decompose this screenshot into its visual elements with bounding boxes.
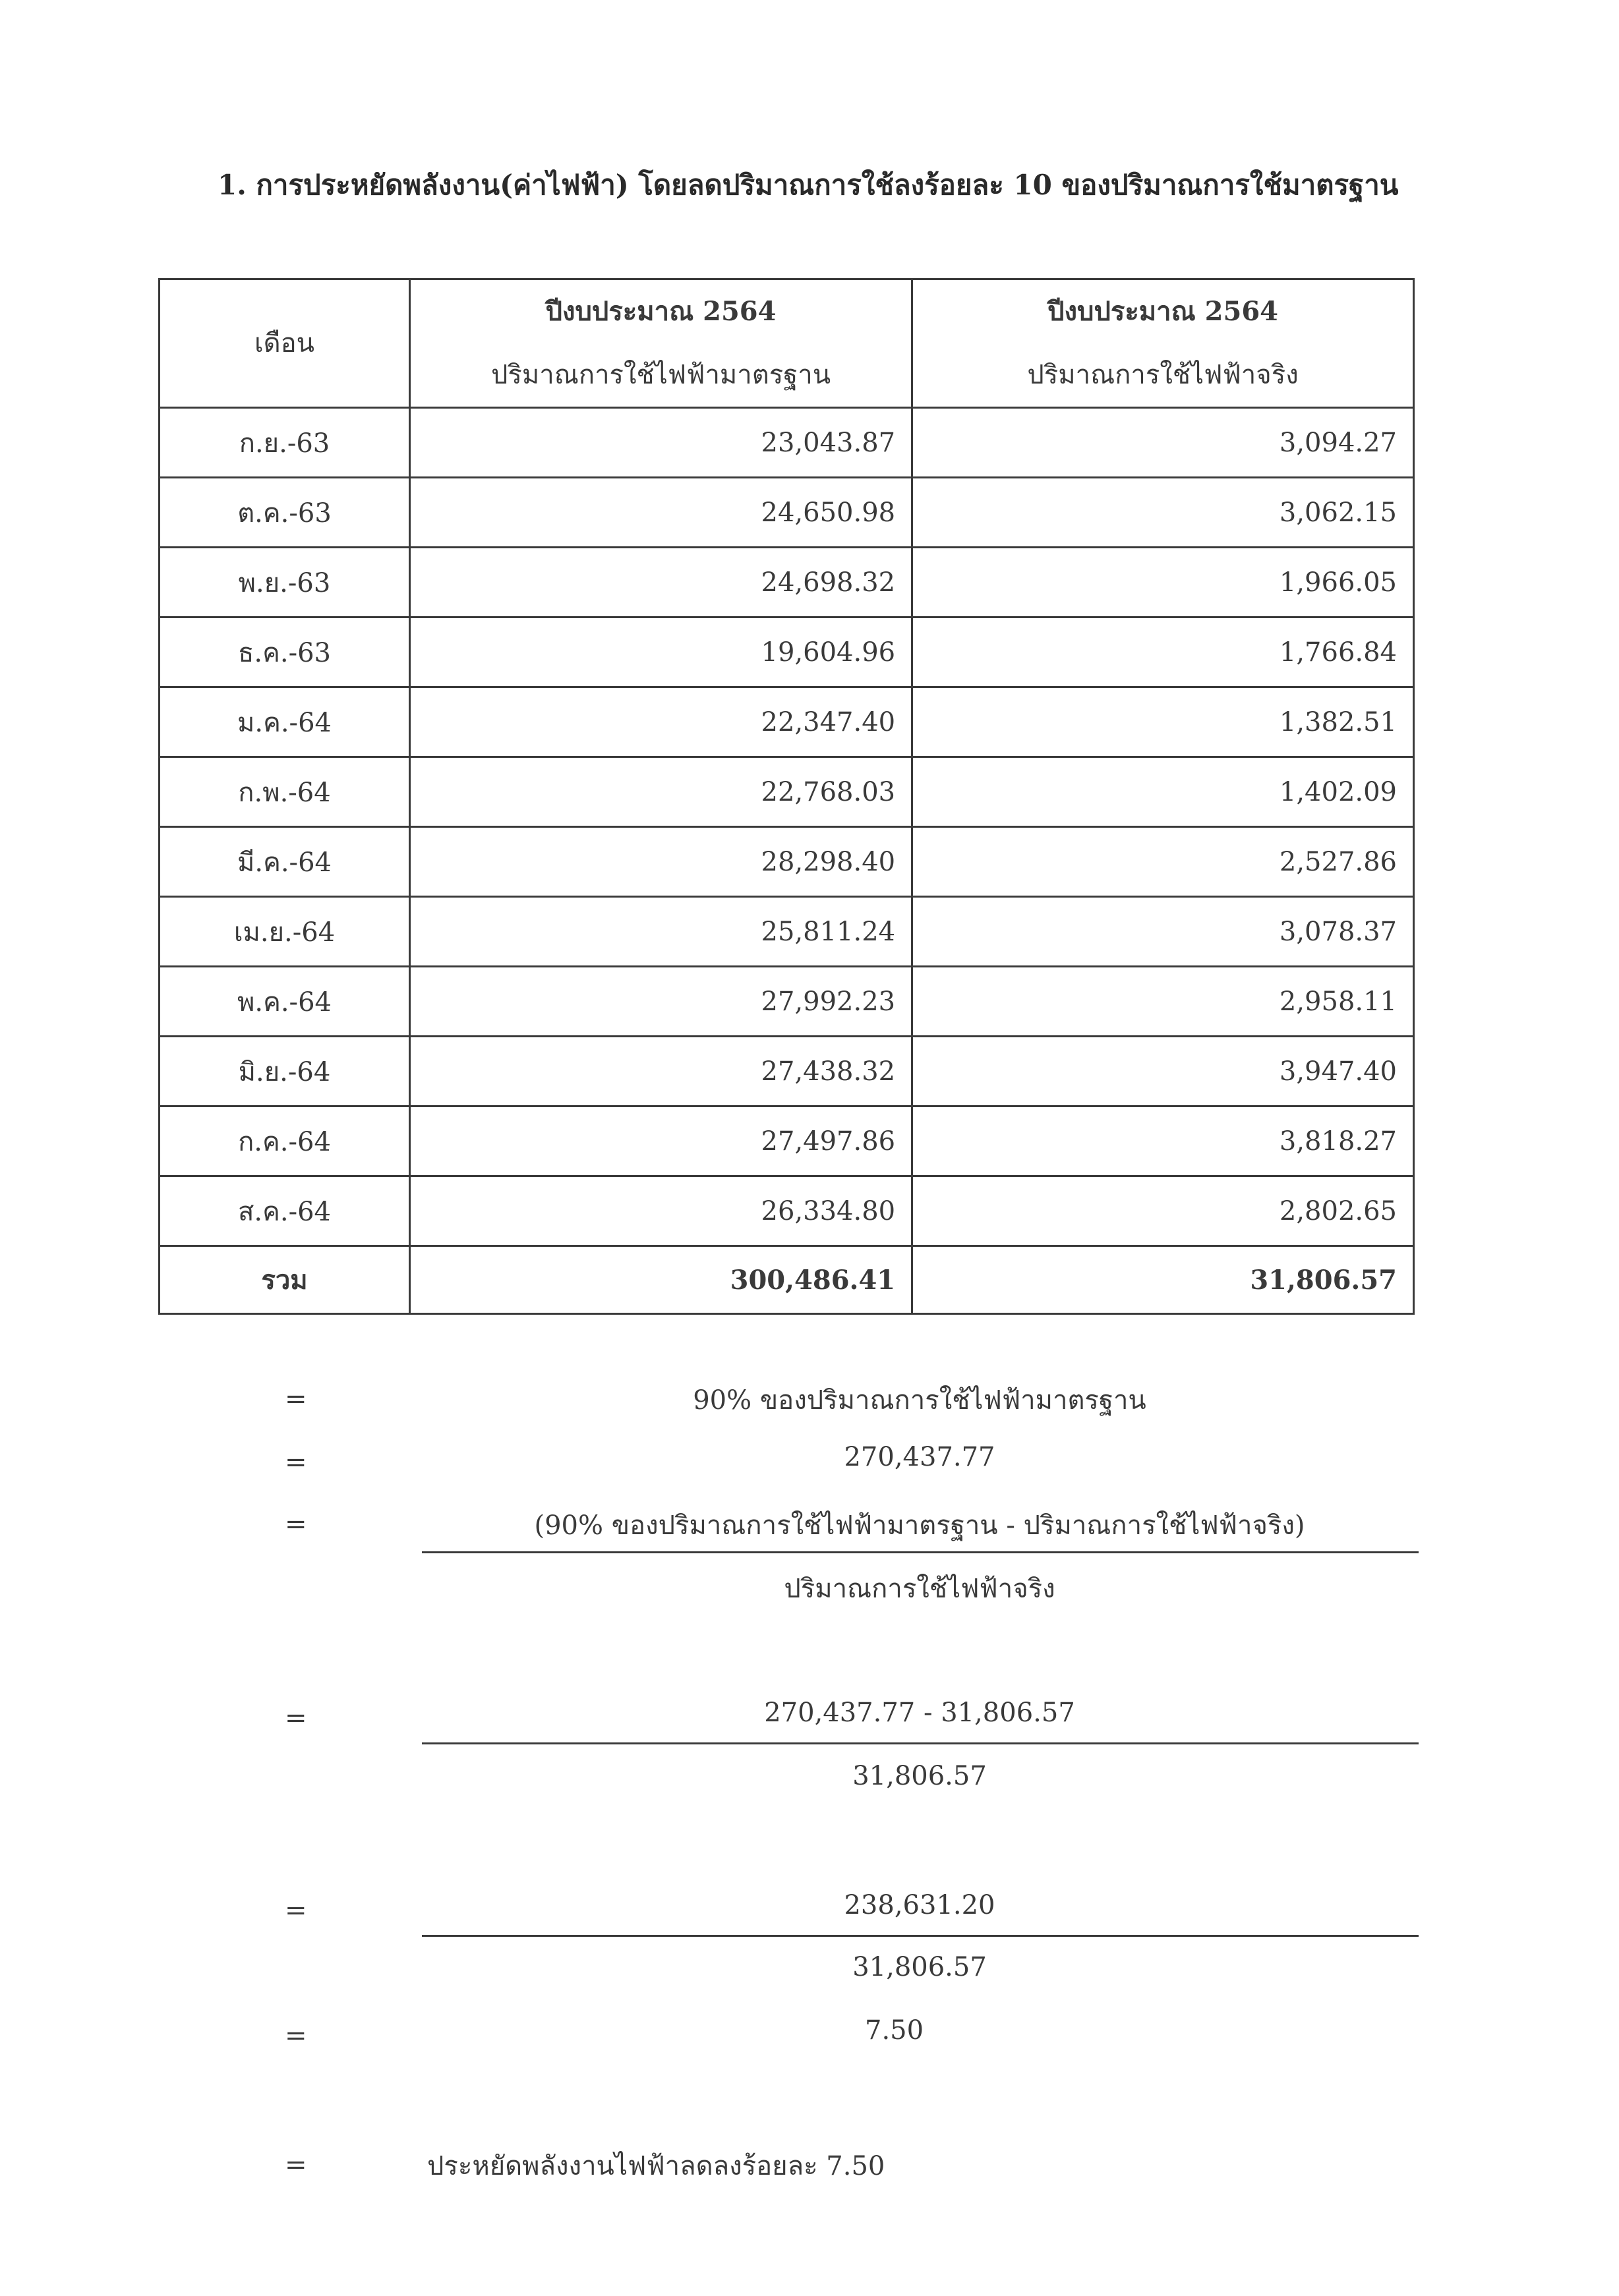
- cell-standard: 24,650.98: [409, 478, 912, 548]
- cell-actual: 3,947.40: [912, 1037, 1414, 1106]
- cell-actual: 1,402.09: [912, 757, 1414, 827]
- equals-sign: =: [285, 1509, 307, 1539]
- table-row: [160, 897, 1414, 967]
- equals-sign: =: [285, 2021, 307, 2051]
- cell-standard: 27,992.23: [409, 967, 912, 1037]
- table-row: [160, 827, 1414, 897]
- cell-standard: 22,768.03: [409, 757, 912, 827]
- table-row: [160, 1106, 1414, 1176]
- fraction2-denominator: 31,806.57: [852, 1761, 987, 1791]
- table-row: [160, 408, 1414, 478]
- fraction3-denominator: 31,806.57: [852, 1952, 987, 1982]
- fraction2-numerator: 270,437.77 - 31,806.57: [764, 1698, 1075, 1728]
- cell-month: มี.ค.-64: [160, 827, 410, 897]
- cell-month: มิ.ย.-64: [160, 1037, 410, 1106]
- cell-standard: 22,347.40: [409, 687, 912, 757]
- cell-standard: 27,438.32: [409, 1037, 912, 1106]
- fraction1-denominator: ปริมาณการใช้ไฟฟ้าจริง: [784, 1574, 1055, 1604]
- cell-actual: 2,802.65: [912, 1176, 1414, 1246]
- table-header-row: [160, 279, 1414, 408]
- cell-actual: 3,818.27: [912, 1106, 1414, 1176]
- table-row: [160, 757, 1414, 827]
- cell-standard: 25,811.24: [409, 897, 912, 967]
- cell-actual: 3,078.37: [912, 897, 1414, 967]
- cell-actual: 1,766.84: [912, 617, 1414, 687]
- page-title: 1. การประหยัดพลังงาน(ค่าไฟฟ้า) โดยลดปริมาณการใช้ลงร้อยละ 10 ของปริมาณการใช้มาตรฐาน: [218, 169, 1399, 201]
- cell-month: ต.ค.-63: [160, 478, 410, 548]
- cell-month: ก.ย.-63: [160, 408, 410, 478]
- calc-line-90-value: 270,437.77: [844, 1442, 995, 1472]
- equals-sign: =: [285, 1895, 307, 1926]
- cell-actual: 3,094.27: [912, 408, 1414, 478]
- fraction1-numerator: (90% ของปริมาณการใช้ไฟฟ้ามาตรฐาน - ปริมาณการใช้ไฟฟ้าจริง): [534, 1510, 1305, 1541]
- cell-standard: 26,334.80: [409, 1176, 912, 1246]
- table-row: [160, 1176, 1414, 1246]
- equals-sign: =: [285, 2150, 307, 2180]
- cell-month: ก.ค.-64: [160, 1106, 410, 1176]
- calc-result: 7.50: [865, 2015, 924, 2046]
- cell-month: ธ.ค.-63: [160, 617, 410, 687]
- summary-line: ประหยัดพลังงานไฟฟ้าลดลงร้อยละ 7.50: [427, 2151, 885, 2181]
- table-row: [160, 687, 1414, 757]
- table-row: [160, 1037, 1414, 1106]
- cell-actual: 2,958.11: [912, 967, 1414, 1037]
- header-actual-label: ปริมาณการใช้ไฟฟ้าจริง: [1027, 360, 1299, 390]
- header-month: เดือน: [160, 279, 410, 408]
- cell-actual: 2,527.86: [912, 827, 1414, 897]
- cell-standard: 24,698.32: [409, 548, 912, 617]
- cell-month: เม.ย.-64: [160, 897, 410, 967]
- header-actual: [912, 279, 1414, 408]
- fraction3-rule: [422, 1935, 1419, 1937]
- calc-line-90-percent: 90% ของปริมาณการใช้ไฟฟ้ามาตรฐาน: [693, 1385, 1146, 1416]
- cell-actual: 3,062.15: [912, 478, 1414, 548]
- total-actual: 31,806.57: [912, 1246, 1414, 1314]
- table-row: [160, 548, 1414, 617]
- fraction1-rule: [422, 1551, 1419, 1553]
- equals-sign: =: [285, 1384, 307, 1414]
- cell-month: ส.ค.-64: [160, 1176, 410, 1246]
- fraction3-numerator: 238,631.20: [844, 1890, 995, 1920]
- header-standard-year: ปีงบประมาณ 2564: [545, 296, 777, 327]
- table-row: [160, 967, 1414, 1037]
- energy-table: [158, 278, 1415, 1315]
- equals-sign: =: [285, 1703, 307, 1733]
- cell-standard: 19,604.96: [409, 617, 912, 687]
- fraction2-rule: [422, 1742, 1419, 1744]
- table-total-row: [160, 1246, 1414, 1314]
- table-row: [160, 478, 1414, 548]
- cell-standard: 27,497.86: [409, 1106, 912, 1176]
- cell-standard: 28,298.40: [409, 827, 912, 897]
- cell-actual: 1,382.51: [912, 687, 1414, 757]
- cell-actual: 1,966.05: [912, 548, 1414, 617]
- cell-month: ม.ค.-64: [160, 687, 410, 757]
- header-standard-label: ปริมาณการใช้ไฟฟ้ามาตรฐาน: [491, 360, 831, 390]
- table-row: [160, 617, 1414, 687]
- equals-sign: =: [285, 1447, 307, 1478]
- header-actual-year: ปีงบประมาณ 2564: [1047, 296, 1278, 327]
- cell-month: พ.ย.-63: [160, 548, 410, 617]
- total-label: รวม: [160, 1246, 410, 1314]
- cell-standard: 23,043.87: [409, 408, 912, 478]
- cell-month: ก.พ.-64: [160, 757, 410, 827]
- header-standard: [409, 279, 912, 408]
- total-standard: 300,486.41: [409, 1246, 912, 1314]
- cell-month: พ.ค.-64: [160, 967, 410, 1037]
